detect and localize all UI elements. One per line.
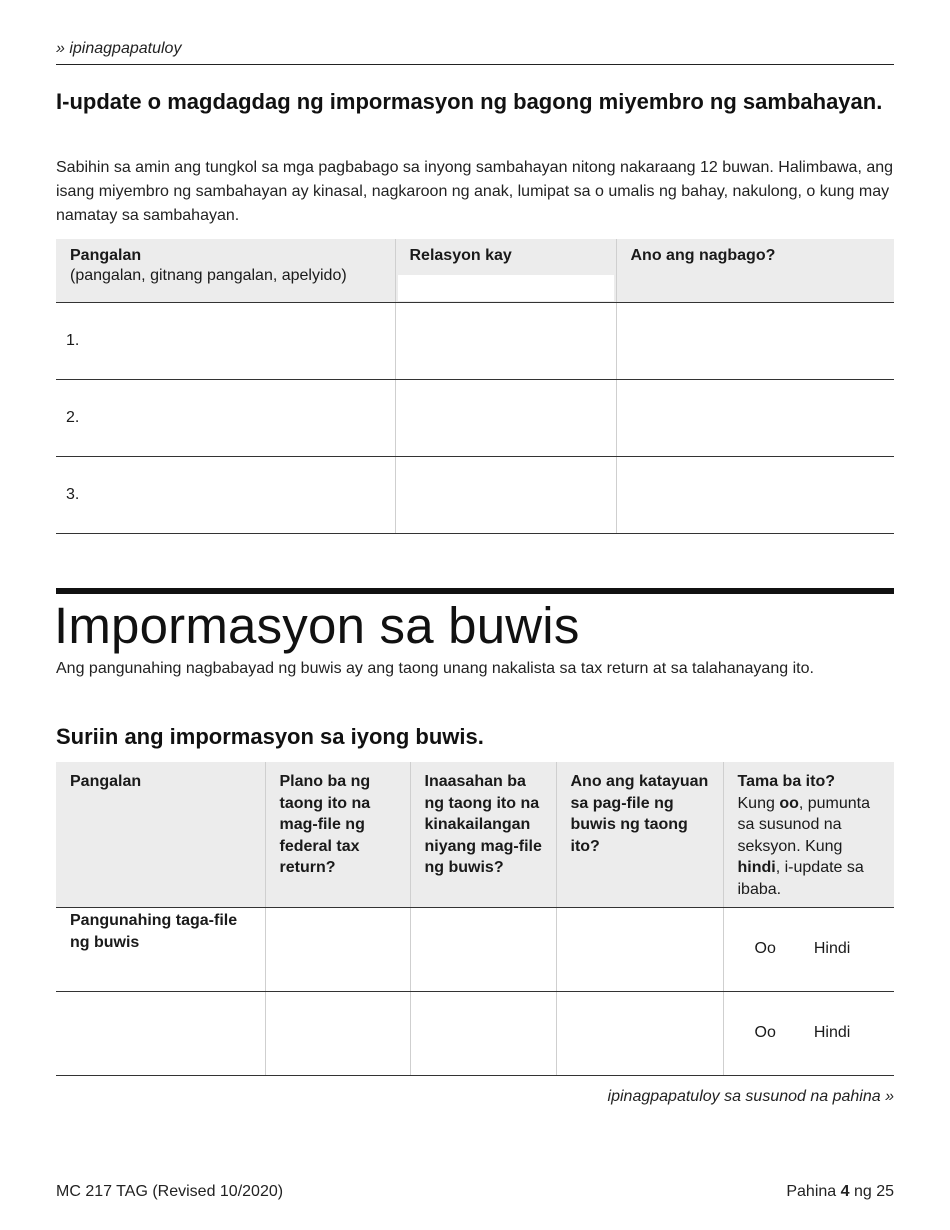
correct-choice-cell [723, 991, 894, 1075]
tax-info-table [56, 762, 894, 1076]
name-field[interactable] [56, 456, 395, 533]
status-field[interactable] [556, 991, 723, 1075]
table-header-row [56, 239, 894, 302]
correct-choice-cell [723, 907, 894, 991]
table-row [56, 991, 894, 1075]
no-option[interactable]: Hindi [813, 1024, 851, 1041]
page-indicator [786, 1183, 894, 1201]
page-number: 4 [840, 1183, 850, 1200]
household-section-intro: Sabihin sa amin ang tungkol sa mga pagbabago sa inyong sambahayan nitong nakaraang 12 buwan. Halimbawa, ang isang miyembro ng sambahayan ay kinasal, nagkaroon ng anak, lumipat sa o umalis ng bahay, nakulong, o kung may namatay sa sambahayan. [56, 159, 894, 224]
plan-field[interactable] [265, 991, 410, 1075]
correct-text-3: , i-update sa ibaba. [737, 859, 864, 898]
column-header-expected: Inaasahan ba ng taong ito na kinakailangan niyang mag-file ng buwis? [410, 762, 556, 907]
column-header-plan: Plano ba ng taong ito na mag-file ng federal tax return? [265, 762, 410, 907]
correct-text-1: Kung [737, 794, 780, 812]
relation-to-field[interactable] [398, 275, 614, 301]
column-header-relation [395, 239, 616, 302]
row-number: 2. [66, 408, 80, 426]
relation-field[interactable] [395, 379, 616, 456]
relation-field[interactable] [395, 302, 616, 379]
no-option[interactable]: Hindi [813, 940, 851, 957]
column-header-name [56, 239, 395, 302]
column-header-status: Ano ang katayuan sa pag-file ng buwis ng taong ito? [556, 762, 723, 907]
tax-section-title: Impormasyon sa buwis [54, 597, 580, 654]
household-section-heading: I-update o magdagdag ng impormasyon ng bagong miyembro ng sambahayan. [56, 89, 883, 114]
column-header-relation-label: Relasyon kay [409, 247, 512, 264]
row-number: 3. [66, 485, 80, 503]
column-header-change-label: Ano ang nagbago? [630, 247, 776, 264]
plan-field[interactable] [265, 907, 410, 991]
household-changes-table [56, 239, 894, 534]
relation-field[interactable] [395, 456, 616, 533]
expected-field[interactable] [410, 991, 556, 1075]
table-row [56, 302, 894, 379]
tax-section-heading: Suriin ang impormasyon sa iyong buwis. [56, 724, 484, 749]
continued-label: » ipinagpapatuloy [56, 40, 182, 57]
table-row [56, 456, 894, 533]
table-row [56, 907, 894, 991]
yes-option[interactable]: Oo [754, 1024, 776, 1041]
row-label-field[interactable] [56, 991, 265, 1075]
column-header-correct [723, 762, 894, 907]
tax-section-intro: Ang pangunahing nagbabayad ng buwis ay ang taong unang nakalista sa tax return at sa talahanayang ito. [56, 660, 814, 677]
row-number: 1. [66, 331, 80, 349]
column-header-name: Pangalan [56, 762, 265, 907]
status-field[interactable] [556, 907, 723, 991]
expected-field[interactable] [410, 907, 556, 991]
name-field[interactable] [56, 379, 395, 456]
column-header-change [616, 239, 894, 302]
correct-title: Tama ba ito? [737, 773, 835, 790]
correct-yes: oo [779, 794, 799, 812]
continued-next-label: ipinagpapatuloy sa susunod na pahina » [607, 1088, 894, 1105]
change-field[interactable] [616, 302, 894, 379]
table-header-row [56, 762, 894, 907]
row-label: Pangunahing taga-file ng buwis [56, 907, 265, 991]
header-divider [56, 64, 894, 65]
correct-no: hindi [737, 859, 776, 876]
correct-text-2: , pumunta sa susunod na seksyon. Kung [737, 794, 871, 855]
change-field[interactable] [616, 379, 894, 456]
column-header-name-sub: (pangalan, gitnang pangalan, apelyido) [70, 267, 347, 284]
table-row [56, 379, 894, 456]
page-middle: ng [849, 1183, 877, 1200]
name-field[interactable] [56, 302, 395, 379]
column-header-name-label: Pangalan [70, 247, 142, 264]
change-field[interactable] [616, 456, 894, 533]
page-total: 25 [876, 1183, 894, 1200]
yes-option[interactable]: Oo [754, 940, 776, 957]
page-prefix: Pahina [786, 1183, 841, 1200]
form-id: MC 217 TAG (Revised 10/2020) [56, 1183, 284, 1200]
